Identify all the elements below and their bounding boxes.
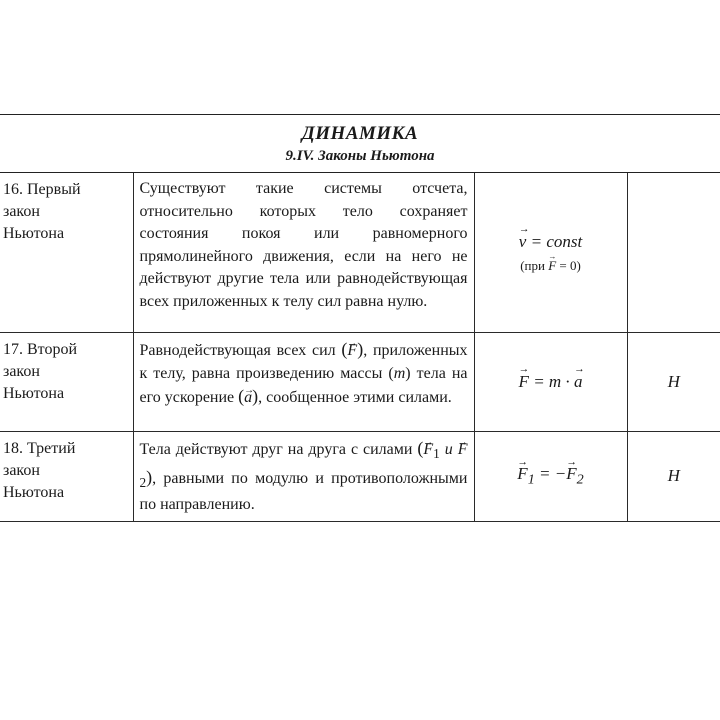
conjunction: и [439,441,458,458]
formula-cell [474,432,627,522]
vector-f: → F [347,340,357,363]
law-name-line: Ньютона [3,385,65,402]
section-title: ДИНАМИКА [301,123,419,144]
vector-f: → F [519,372,529,392]
formula-condition [476,258,626,274]
unit: Н [667,466,680,486]
condition-pre: (при [520,257,549,273]
mass-symbol: m [393,364,406,382]
formula-mid: = m · [528,372,574,391]
subscript: 2 [576,471,584,488]
formula-cell [474,333,627,432]
law-name-line: Ньютона [3,225,65,242]
vector-a: → a [574,372,583,392]
table-row [0,173,720,333]
formula [476,464,626,488]
law-text-cell [133,173,474,333]
law-name-cell [0,333,133,432]
vector-a: → a [244,387,252,410]
formula [476,232,626,252]
vector-f: → F [548,258,556,274]
vector-f2: → F [566,464,576,484]
law-name-line: 18. Третий [3,440,76,457]
formula-cell [474,173,627,333]
law-name-cell [0,432,133,522]
law-text-cell: Тела действуют друг на друга с силами (→ $F_1$ $и \to F_2$), равными по модулю и противоположными по направлению. [133,432,474,522]
subscript: 2 [139,474,147,490]
table-row [0,432,720,522]
unit: Н [667,372,680,391]
vector-f2: → F [458,439,468,462]
unit-cell [627,432,720,522]
law-name-cell [0,173,133,333]
law-name-line: Ньютона [3,484,65,501]
table-row [0,333,720,432]
newton-laws-table [0,114,720,522]
law-name-line: закон [3,363,40,380]
section-subtitle: 9.IV. Законы Ньютона [285,148,435,164]
formula-rest: = const [526,231,583,251]
condition-post: = 0) [556,257,581,273]
table-header [0,115,720,173]
formula [476,372,626,392]
law-name-line: 17. Второй [3,341,78,358]
law-text-cell: Равнодействующая всех сил (→ F), приложенных к телу, равна произведению массы (m) тела на его ускорение (→ a), сообщенное этими силами. [133,333,474,432]
law-text: ) тела на его ускорение [139,364,468,406]
subscript: 1 [433,446,440,462]
vector-f1: → F [517,464,527,484]
law-name-line: закон [3,462,40,479]
law-name-line: закон [3,203,40,220]
law-name-line: 16. Первый [3,181,81,198]
formula-mid: = − [534,464,567,484]
header-cell [0,115,720,173]
law-text: Существуют такие системы отсчета, относительно которых тело сохраняет состояния покоя или равномерного прямолинейного движения, если на него не действуют другие тела или равнодействующая всех приложенных к телу сил равна нулю. [139,180,468,310]
law-text: , сообщенное этими силами. [258,389,452,406]
law-text: , равными по модулю и противоположными по направлению. [139,469,468,514]
unit-cell [627,333,720,432]
law-text: Тела действуют друг на друга с силами [139,441,418,458]
subscript: 1 [527,471,535,488]
vector-f1: → F [423,439,433,462]
law-text: Равнодействующая всех сил [139,342,342,359]
law-text: , приложенных к телу, равна произведению массы ( [139,342,468,382]
vector-v: → v [519,232,527,252]
unit-cell [627,173,720,333]
